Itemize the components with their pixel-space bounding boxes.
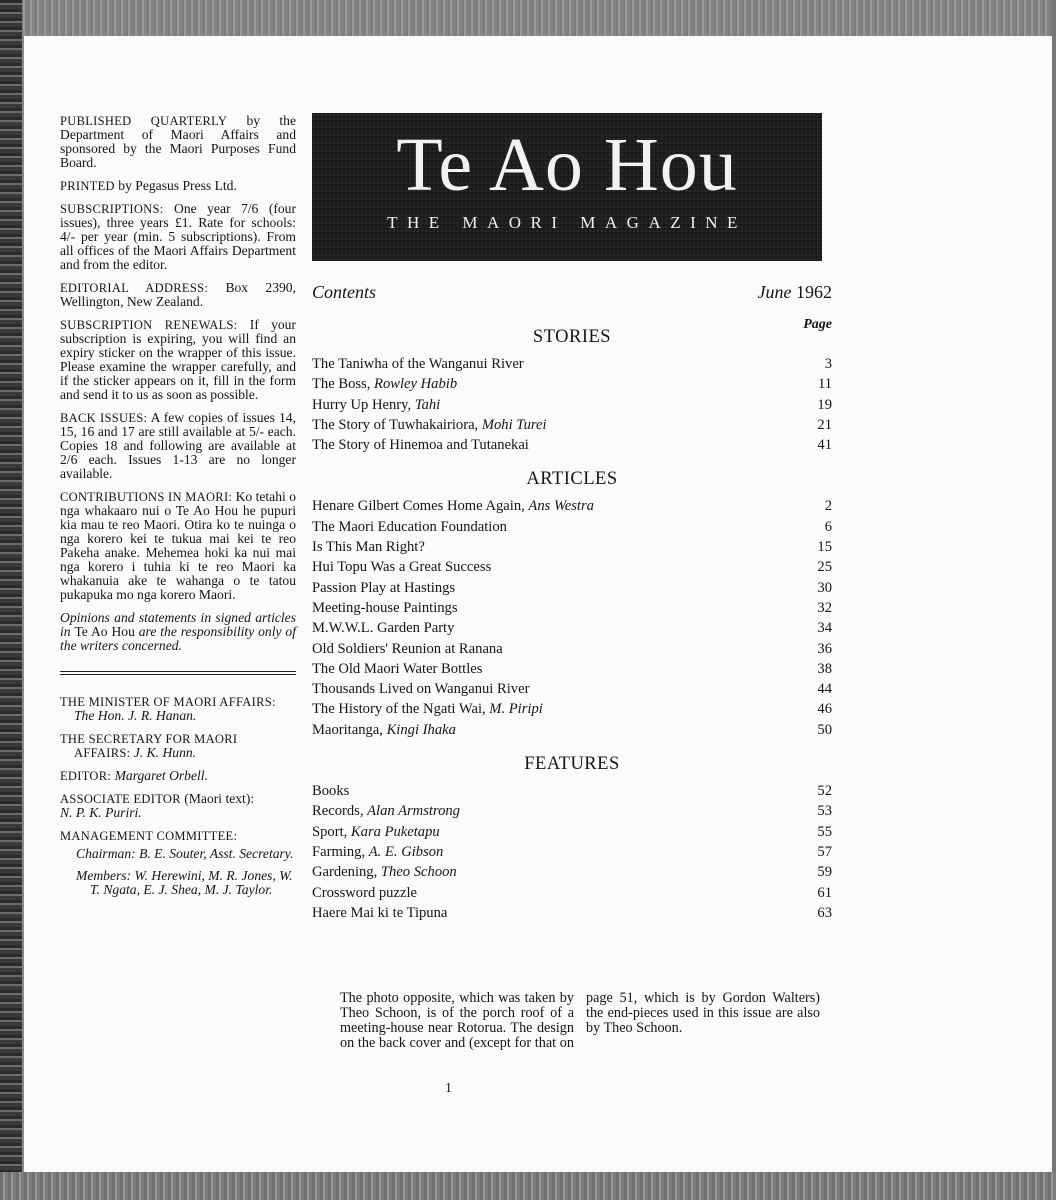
secretary-credit: THE SECRETARY FOR MAORI AFFAIRS: J. K. Hunn. [60, 732, 238, 760]
toc-entry [312, 639, 832, 659]
contributions-info: CONTRIBUTIONS IN MAORI: Ko tetahi o nga whakaaro nui o Te Ao Hou he pupuri kia mau te reo Maori. Otira ko te nuinga o nga korero kei te tukua mai kei te reo Pakeha anake. Mehemea hoki ka nui mai nga korero i tuhia ki te reo Maori ka whakanuia ake te wahanga o te tatou pukapuka mo nga korero Maori. [60, 489, 296, 602]
toc-entry-title [312, 659, 482, 679]
toc-entry-page: 34 [817, 620, 832, 637]
entry-title-text: The Maori Education Foundation [312, 518, 507, 535]
entry-title-text: M.W.W.L. Garden Party [312, 620, 455, 637]
entry-title-text: Records, [312, 803, 368, 820]
toc-entry-page: 25 [817, 559, 832, 576]
photo-caption-text: The photo opposite, which was taken by Theo Schoon, is of the porch roof of a meeting-house near Rotorua. The design on the back cover and (except for that on page 51, which is by Gordon Walters) the end-pieces used in this issue are also by Theo Schoon. [340, 990, 820, 1051]
entry-title-text: Crossword puzzle [312, 884, 417, 901]
toc-entry-title [312, 842, 443, 862]
toc-entry-page: 2 [824, 498, 832, 515]
toc-entry-title [312, 517, 507, 537]
toc-entry [312, 435, 832, 455]
toc-entry [312, 659, 832, 679]
entry-title-text: Henare Gilbert Comes Home Again, [312, 498, 529, 515]
magazine-subtitle: THE MAORI MAGAZINE [387, 213, 747, 232]
toc-entry-title [312, 679, 529, 699]
entry-title-text: Books [312, 783, 350, 800]
toc-entry-title [312, 435, 529, 455]
minister-credit: THE MINISTER OF MAORI AFFAIRS: The Hon. J. R. Hanan. [60, 695, 276, 723]
issue-date: June 1962 [757, 282, 832, 302]
toc-entry [312, 517, 832, 537]
entry-author: Rowley Habib [374, 376, 458, 393]
toc-entry [312, 395, 832, 415]
scan-border-left [0, 0, 22, 1200]
articles-list [312, 496, 832, 740]
entry-title-text: Farming, [312, 843, 369, 860]
double-rule-divider [60, 671, 296, 675]
entry-title-text: Passion Play at Hastings [312, 579, 456, 596]
page-column-label: Page [803, 317, 832, 332]
entry-title-text: Is This Man Right? [312, 539, 425, 556]
toc-entry [312, 496, 832, 516]
toc-entry-page: 50 [817, 721, 832, 738]
entry-title-text: Sport, [312, 823, 351, 840]
toc-entry-page: 30 [817, 579, 832, 596]
toc-entry-title [312, 537, 425, 557]
toc-entry-title [312, 578, 455, 598]
entry-author: Kara Puketapu [350, 823, 440, 840]
toc-entry-title [312, 781, 349, 801]
toc-entry [312, 415, 832, 435]
toc-entry-page: 59 [817, 864, 832, 881]
toc-entry [312, 801, 832, 821]
toc-entry-page: 36 [817, 640, 832, 657]
entry-title-text: The Boss, [312, 376, 375, 393]
masthead-banner [312, 113, 822, 261]
entry-title-text: Maoritanga, [312, 721, 387, 738]
toc-entry-title [312, 903, 447, 923]
toc-entry-page: 38 [817, 660, 832, 677]
toc-entry [312, 699, 832, 719]
toc-entry-title [312, 598, 458, 618]
toc-entry [312, 842, 832, 862]
toc-entry-title [312, 374, 457, 394]
published-info: PUBLISHED QUARTERLY by the Department of Maori Affairs and sponsored by the Maori Purposes Fund Board. [60, 113, 296, 170]
toc-entry-page: 61 [817, 884, 832, 901]
section-title-articles: ARTICLES [526, 469, 618, 490]
toc-entry-title [312, 618, 454, 638]
toc-entry [312, 679, 832, 699]
photo-caption [340, 991, 820, 1051]
toc-entry-page: 6 [824, 518, 832, 535]
entry-author: A. E. Gibson [368, 843, 444, 860]
toc-entry-page: 11 [817, 376, 832, 393]
back-issues-info: BACK ISSUES: A few copies of issues 14, 15, 16 and 17 are still available at 5/- each. Copies 18 and following are available at 2/6 each. Issues 1-13 are no longer available. [60, 410, 297, 481]
entry-title-text: Gardening, [312, 864, 381, 881]
toc-entry-page: 46 [817, 701, 832, 718]
toc-entry [312, 883, 832, 903]
toc-entry-page: 52 [817, 783, 832, 800]
scan-border-right [1052, 0, 1056, 1200]
toc-entry-page: 19 [817, 396, 832, 413]
entry-title-text: Hurry Up Henry, [312, 396, 415, 413]
entry-title-text: The Story of Tuwhakairiora, [312, 416, 482, 433]
toc-entry-page: 63 [817, 904, 832, 921]
entry-author: Ans Westra [528, 498, 594, 515]
entry-title-text: Thousands Lived on Wanganui River [312, 681, 530, 698]
committee-chairman: Chairman: B. E. Souter, Asst. Secretary. [76, 846, 294, 861]
contents-header [312, 282, 832, 303]
toc-entry-title [312, 496, 594, 516]
toc-entry [312, 354, 832, 374]
toc-entry-page: 57 [817, 843, 832, 860]
toc-entry-page: 3 [824, 356, 832, 372]
toc-entry [312, 578, 832, 598]
toc-entry [312, 781, 832, 801]
toc-entry [312, 374, 832, 394]
entry-title-text: Haere Mai ki te Tipuna [312, 904, 448, 921]
entry-title-text: The History of the Ngati Wai, [312, 701, 490, 718]
entry-author: Kingi Ihaka [386, 721, 456, 738]
printed-info: PRINTED by Pegasus Press Ltd. [60, 178, 237, 193]
toc-entry [312, 557, 832, 577]
toc-entry-page: 41 [817, 437, 832, 454]
scan-border-bottom [0, 1172, 1056, 1200]
features-list [312, 781, 832, 923]
toc-entry [312, 537, 832, 557]
toc-entry-title [312, 354, 524, 374]
toc-entry [312, 598, 832, 618]
management-committee-label: MANAGEMENT COMMITTEE: [60, 829, 238, 843]
toc-entry-page: 15 [817, 539, 832, 556]
toc-entry-page: 53 [817, 803, 832, 820]
toc-entry-title [312, 639, 503, 659]
toc-entry-title [312, 699, 543, 719]
editorial-address: EDITORIAL ADDRESS: Box 2390, Wellington, New Zealand. [60, 280, 296, 309]
toc-entry [312, 862, 832, 882]
toc-entry [312, 720, 832, 740]
entry-author: Theo Schoon [380, 864, 457, 881]
contents-label: Contents [312, 282, 377, 302]
toc-entry [312, 822, 832, 842]
entry-title-text: The Taniwha of the Wanganui River [312, 356, 524, 372]
toc-entry-page: 44 [817, 681, 832, 698]
editor-credit: EDITOR: Margaret Orbell. [60, 768, 208, 783]
toc-entry-page: 55 [817, 823, 832, 840]
entry-author: Tahi [414, 396, 441, 413]
toc-entry [312, 903, 832, 923]
renewals-info: SUBSCRIPTION RENEWALS: If your subscription is expiring, you will find an expiry sticker on the wrapper of this issue. Please examine the wrapper carefully, and if the sticker appears on it, fill in the form and send it to us as soon as possible. [60, 317, 296, 402]
entry-title-text: Old Soldiers' Reunion at Ranana [312, 640, 503, 657]
associate-editor-credit: ASSOCIATE EDITOR (Maori text): N. P. K. Puriri. [60, 791, 255, 820]
toc-entry-title [312, 862, 457, 882]
toc-entry-title [312, 395, 440, 415]
committee-members: Members: W. Herewini, M. R. Jones, W. T. Ngata, E. J. Shea, M. J. Taylor. [76, 868, 293, 897]
entry-title-text: Hui Topu Was a Great Success [312, 559, 492, 576]
magazine-title: Te Ao Hou [396, 123, 738, 207]
magazine-page [24, 36, 1052, 1172]
subscriptions-info: SUBSCRIPTIONS: One year 7/6 (four issues), three years £1. Rate for schools: 4/- per year (min. 5 subscriptions). From all offices of the Maori Affairs Department and from the editor. [60, 201, 296, 272]
section-title-features: FEATURES [524, 754, 620, 775]
toc-entry-title [312, 415, 547, 435]
entry-author: Alan Armstrong [367, 803, 460, 820]
toc-entry-title [312, 720, 456, 740]
entry-author: Mohi Turei [481, 416, 547, 433]
entry-title-text: Meeting-house Paintings [312, 599, 458, 616]
toc-entry-title [312, 557, 491, 577]
masthead-sidebar [60, 114, 296, 905]
toc-entry [312, 618, 832, 638]
table-of-contents [312, 282, 832, 923]
toc-entry-page: 32 [817, 599, 832, 616]
section-title-stories: STORIES [532, 327, 612, 347]
entry-title-text: The Story of Hinemoa and Tutanekai [312, 437, 529, 454]
stories-list [312, 354, 832, 455]
scan-border-top [0, 0, 1056, 36]
opinions-disclaimer: Opinions and statements in signed articles in Te Ao Hou are the responsibility only of the writers concerned. [60, 610, 296, 653]
toc-entry-title [312, 822, 440, 842]
page-number: 1 [445, 1081, 452, 1096]
toc-entry-title [312, 801, 460, 821]
toc-entry-title [312, 883, 417, 903]
entry-title-text: The Old Maori Water Bottles [312, 660, 483, 677]
entry-author: M. Piripi [489, 701, 543, 718]
toc-entry-page: 21 [817, 416, 832, 433]
